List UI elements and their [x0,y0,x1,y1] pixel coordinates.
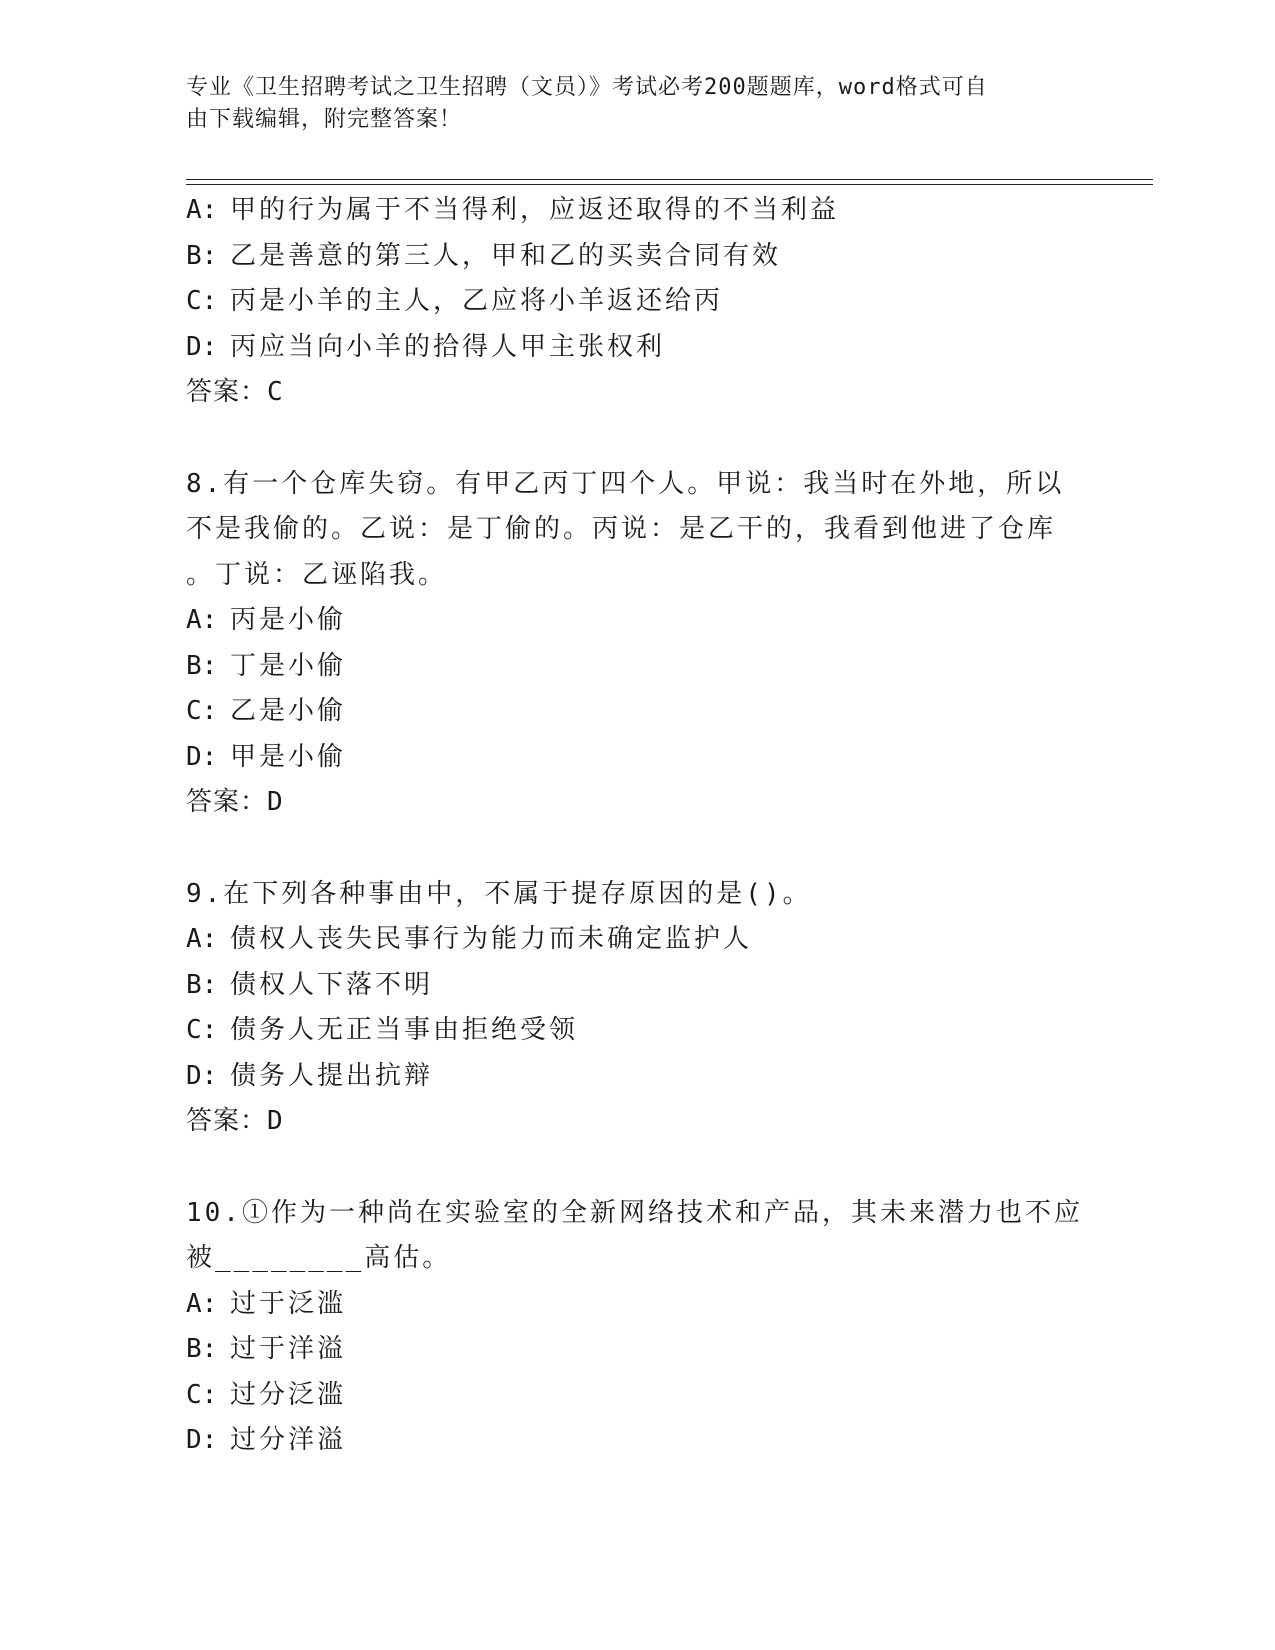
option-d: D: 丙应当向小羊的拾得人甲主张权利 [186,331,666,362]
option-b: B: 债权人下落不明 [186,969,434,1000]
question-stem-line: 9.在下列各种事由中，不属于提存原因的是()。 [186,878,812,909]
option-b: B: 乙是善意的第三人，甲和乙的买卖合同有效 [186,240,782,271]
option-a: A: 债权人丧失民事行为能力而未确定监护人 [186,924,753,954]
option-a: A: 甲的行为属于不当得利，应返还取得的不当利益 [186,195,840,225]
header-divider-bottom [186,184,1153,185]
question-7-tail [186,188,1086,416]
question-10 [186,1191,1086,1464]
header-line-1: 专业《卫生招聘考试之卫生招聘（文员）》考试必考200题题库，word格式可自 [186,75,988,100]
option-a: A: 过于泛滥 [186,1288,347,1319]
question-stem-line: 10.①作为一种尚在实验室的全新网络技术和产品，其未来潜力也不应 [186,1197,1083,1228]
document-header [186,72,1086,136]
answer: 答案：D [186,1106,284,1136]
header-divider-top [186,179,1153,180]
question-stem-line: 。丁说：乙诬陷我。 [186,559,448,590]
answer: 答案：D [186,787,284,817]
option-c: C: 过分泛滥 [186,1379,347,1410]
option-d: D: 甲是小偷 [186,741,347,772]
option-c: C: 乙是小偷 [186,696,347,726]
option-a: A: 丙是小偷 [186,605,347,635]
answer: 答案：C [186,377,284,407]
question-8 [186,462,1086,826]
option-c: C: 丙是小羊的主人，乙应将小羊返还给丙 [186,286,724,316]
option-c: C: 债务人无正当事由拒绝受领 [186,1015,579,1045]
question-list [186,188,1086,1464]
option-b: B: 丁是小偷 [186,650,347,681]
option-d: D: 债务人提出抗辩 [186,1060,434,1091]
question-stem-line: 8.有一个仓库失窃。有甲乙丙丁四个人。甲说：我当时在外地，所以 [186,468,1065,499]
option-d: D: 过分洋溢 [186,1425,347,1455]
header-line-2: 由下载编辑，附完整答案！ [186,107,463,132]
question-9 [186,872,1086,1145]
question-stem-line: 不是我偷的。乙说：是丁偷的。丙说：是乙干的，我看到他进了仓库 [186,514,1057,544]
question-stem-line: 被________高估。 [186,1243,452,1273]
option-b: B: 过于洋溢 [186,1334,347,1364]
